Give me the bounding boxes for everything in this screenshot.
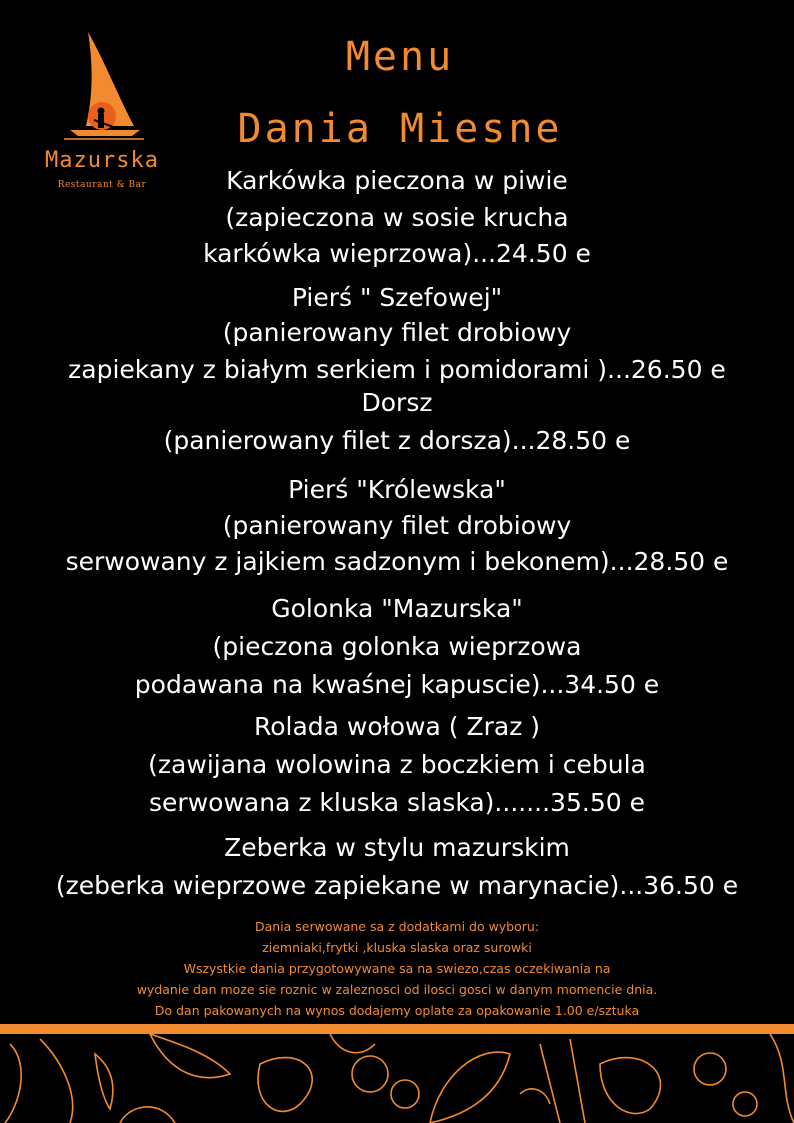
footer-stripe	[0, 1024, 794, 1034]
item-5-name: Golonka "Mazurska"	[271, 594, 523, 623]
item-5-desc: (pieczona golonka wieprzowa	[212, 632, 582, 661]
item-5-price-line: podawana na kwaśnej kapuscie)...34.50 e	[134, 670, 660, 699]
logo-tagline: Restaurant & Bar	[57, 180, 147, 190]
note-line: Do dan pakowanych na wynos dodajemy oplate za opakowanie 1.00 e/sztuka	[154, 1003, 640, 1018]
item-6-desc: (zawijana wolowina z boczkiem i cebula	[148, 750, 646, 779]
item-4-name: Pierś "Królewska"	[288, 475, 506, 504]
note-line: wydanie dan moze sie roznic w zaleznosci od ilosci gosci w danym momencie dnia.	[136, 982, 658, 997]
menu-notes	[0, 916, 794, 1021]
item-3-price-line: (panierowany filet z dorsza)...28.50 e	[163, 426, 631, 455]
item-2-name: Pierś " Szefowej"	[291, 283, 503, 312]
item-4-price-line: serwowany z jajkiem sadzonym i bekonem)...28.50 e	[65, 547, 729, 576]
note-line: ziemniaki,frytki ,kluska slaska oraz surowki	[262, 940, 532, 955]
item-1-desc: (zapieczona w sosie krucha	[225, 203, 569, 232]
menu-title: Menu	[345, 34, 455, 80]
item-2-desc: (panierowany filet drobiowy	[222, 318, 572, 347]
item-7-name: Zeberka w stylu mazurskim	[224, 833, 570, 862]
menu-section-title: Dania Miesne	[237, 106, 563, 152]
item-3-name: Dorsz	[361, 388, 433, 417]
note-line: Wszystkie dania przygotowywane sa na swiezo,czas oczekiwania na	[183, 961, 611, 976]
item-1-price-line: karkówka wieprzowa)...24.50 e	[203, 239, 591, 268]
sailboat-icon	[64, 30, 144, 140]
item-2-price-line: zapiekany z białym serkiem i pomidorami )...26.50 e	[68, 355, 726, 384]
item-7-price-line: (zeberka wieprzowe zapiekane w marynacie)...36.50 e	[55, 871, 739, 900]
logo-brand-name: Mazurska	[45, 148, 159, 173]
item-1-name: Karkówka pieczona w piwie	[226, 166, 568, 195]
note-line: Dania serwowane sa z dodatkami do wyboru:	[254, 919, 540, 934]
item-4-desc: (panierowany filet drobiowy	[222, 511, 572, 540]
item-6-price-line: serwowana z kluska slaska).......35.50 e	[149, 788, 645, 817]
item-6-name: Rolada wołowa ( Zraz )	[253, 712, 541, 741]
food-doodle-pattern	[0, 1034, 794, 1123]
